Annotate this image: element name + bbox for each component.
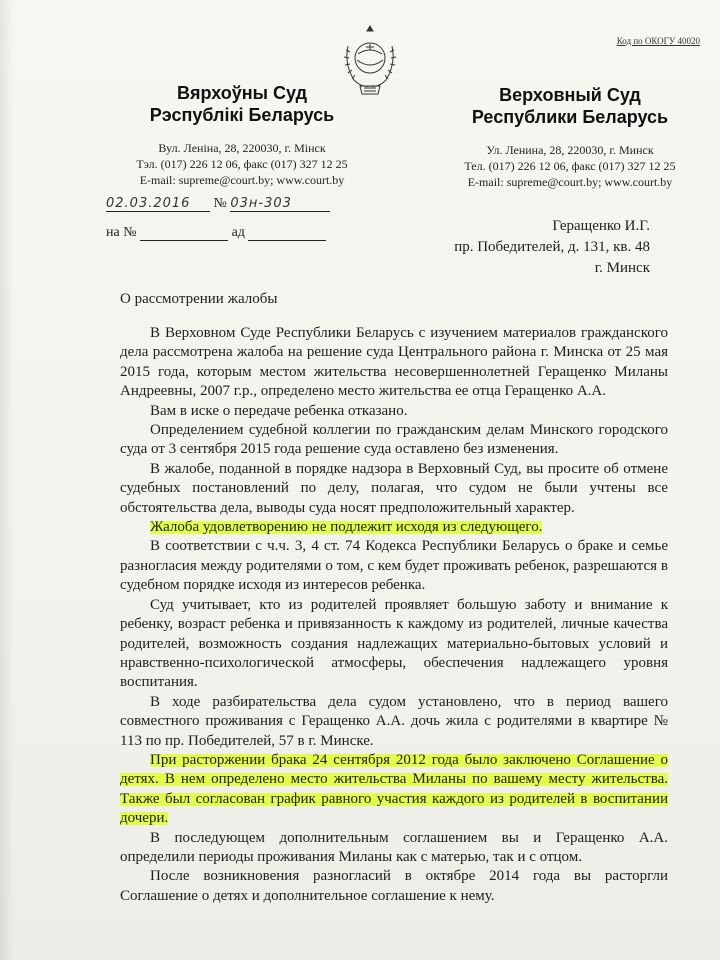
letter-subject: О рассмотрении жалобы xyxy=(120,291,278,307)
paragraph-10: В последующем дополнительным соглашением вы и Геращенко А.А. определили периоды проживания Миланы как с матерью, так и с отцом. xyxy=(120,829,668,865)
registration-date: 02.03.2016 xyxy=(106,196,210,212)
court-email-ru: E-mail: supreme@court.by; www.court.by xyxy=(467,175,673,189)
paragraph-6: В соответствии с ч.ч. 3, 4 ст. 74 Кодекса Республики Беларусь о браке и семье разногласия между родителями о том, с кем будет проживать ребенок, разрешаются в судебном порядке исходя из интересов ребенка. xyxy=(120,538,668,594)
court-name-by-line2: Рэспублікі Беларусь xyxy=(149,105,335,125)
addressee-city: г. Минск xyxy=(594,260,650,276)
highlight-marker: При расторжении брака 24 сентября 2012 года было заключено Соглашение о детях. В нем определено место жительства Миланы по вашему месту жительства. Также был согласован график равного участия каждого из родителей в воспитании дочери. xyxy=(120,751,668,827)
paragraph-2: Вам в иске о передаче ребенка отказано. xyxy=(150,402,408,419)
court-header-belarusian xyxy=(92,82,392,188)
highlight-marker: Жалоба удовлетворению не подлежит исходя из следующего. xyxy=(150,519,543,536)
registration-number: 03н-303 xyxy=(230,196,330,212)
reference-line xyxy=(106,225,366,241)
okogu-code: Код по ОКОГУ 40020 xyxy=(616,36,700,46)
addressee-block xyxy=(454,216,650,279)
reference-number-blank xyxy=(140,226,228,241)
court-header-russian xyxy=(420,84,720,190)
paragraph-11: После возникновения разногласий в октябре 2014 года вы расторгли Соглашение о детях и дополнительное соглашение к нему. xyxy=(120,868,668,904)
court-address-ru: Ул. Ленина, 28, 220030, г. Минск xyxy=(486,143,654,157)
court-address-by: Вул. Леніна, 28, 220030, г. Мінск xyxy=(158,141,326,155)
court-name-by-line1: Вярхоўны Суд xyxy=(176,83,308,103)
letter-body xyxy=(120,324,668,906)
court-phones-ru: Тел. (017) 226 12 06, факс (017) 327 12 25 xyxy=(464,159,676,173)
court-email-by: E-mail: supreme@court.by; www.court.by xyxy=(139,173,345,187)
addressee-name: Геращенко И.Г. xyxy=(552,218,650,234)
paragraph-1: В Верховном Суде Республики Беларусь с изучением материалов гражданского дела рассмотрена жалоба на решение суда Центрального района г. Минска от 25 мая 2015 года, которым местом жительства несовершеннолетней Геращенко Миланы Андреевны, 2007 г.р., определено место жительства ее отца Геращенко А.А. xyxy=(120,325,668,400)
court-name-ru-line2: Республики Беларусь xyxy=(471,107,669,127)
paragraph-7: Суд учитывает, кто из родителей проявляет большую заботу и внимание к ребенку, возраст ребенка и привязанность к каждому из родителей, личные качества родителей, возможность создания надлежащих материально-бытовых условий и нравственно-психологической атмосферы, обеспечения надлежащего уровня воспитания. xyxy=(120,596,668,691)
paragraph-3: Определением судебной коллегии по гражданским делам Минского городского суда от 3 сентября 2015 года решение суда оставлено без изменения. xyxy=(120,422,668,458)
reference-label: на № xyxy=(106,225,137,240)
paragraph-4: В жалобе, поданной в порядке надзора в Верховный Суд, вы просите об отмене судебных постановлений по делу, полагая, что судом не были учтены все обстоятельства дела, выводы суда носят предположительный характер. xyxy=(120,460,668,516)
reference-from-label: ад xyxy=(231,225,245,240)
registration-number-label: № xyxy=(213,196,227,211)
court-name-ru-line1: Верховный Суд xyxy=(499,85,641,105)
page-shadow xyxy=(0,0,14,960)
court-phones-by: Тэл. (017) 226 12 06, факс (017) 327 12 25 xyxy=(136,157,348,171)
paragraph-9-highlighted xyxy=(120,751,668,829)
registration-line xyxy=(106,196,366,212)
reference-date-blank xyxy=(248,226,326,241)
paragraph-8: В ходе разбирательства дела судом установлено, что в период вашего совместного проживания с Геращенко А.А. дочь жила с родителями в квартире № 113 по пр. Победителей, 57 в г. Минске. xyxy=(120,693,668,749)
addressee-street: пр. Победителей, д. 131, кв. 48 xyxy=(454,239,650,255)
paragraph-5-highlighted xyxy=(120,518,668,537)
